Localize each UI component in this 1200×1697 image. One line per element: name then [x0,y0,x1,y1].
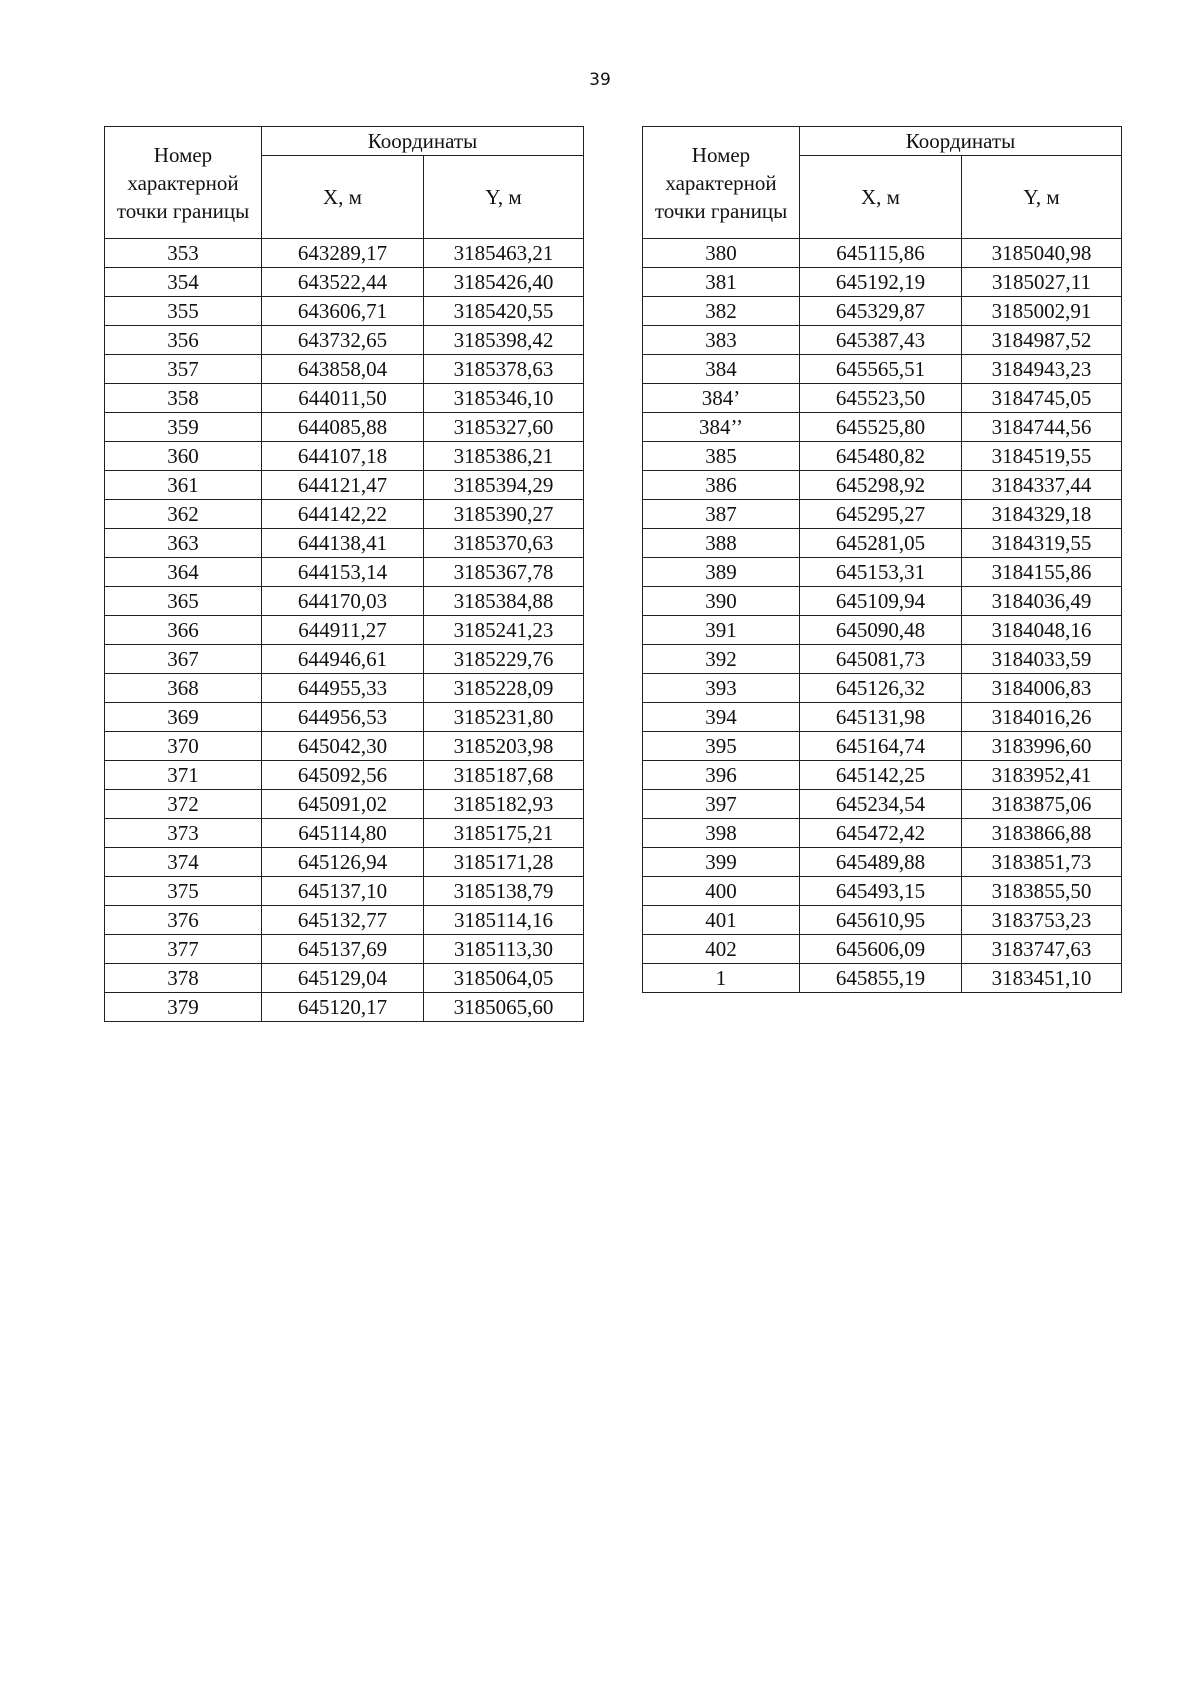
page-number: 39 [589,70,611,90]
cell-point-number: 359 [105,413,262,442]
table-row [105,239,584,268]
table-row [105,587,584,616]
cell-y: 3185138,79 [424,877,584,906]
cell-x: 645525,80 [800,413,962,442]
cell-y: 3183747,63 [962,935,1122,964]
table-row [105,848,584,877]
table-row [643,297,1122,326]
cell-x: 645137,10 [262,877,424,906]
cell-x: 644170,03 [262,587,424,616]
cell-y: 3185420,55 [424,297,584,326]
cell-point-number: 379 [105,993,262,1022]
cell-x: 643732,65 [262,326,424,355]
cell-point-number: 380 [643,239,800,268]
cell-x: 645164,74 [800,732,962,761]
cell-point-number: 392 [643,645,800,674]
cell-y: 3185394,29 [424,471,584,500]
cell-y: 3185390,27 [424,500,584,529]
table-row [105,906,584,935]
cell-point-number: 355 [105,297,262,326]
cell-point-number: 353 [105,239,262,268]
cell-point-number: 384’’ [643,413,800,442]
cell-x: 645493,15 [800,877,962,906]
cell-x: 645142,25 [800,761,962,790]
cell-point-number: 373 [105,819,262,848]
table-row [105,877,584,906]
cell-y: 3185228,09 [424,674,584,703]
cell-x: 645090,48 [800,616,962,645]
table-row [643,848,1122,877]
table-row [105,297,584,326]
cell-point-number: 366 [105,616,262,645]
cell-point-number: 383 [643,326,800,355]
table-row [643,529,1122,558]
table-row [105,471,584,500]
table-row [643,761,1122,790]
cell-y: 3184006,83 [962,674,1122,703]
header-point-number: Номер характерной точки границы [643,127,800,239]
cell-x: 645109,94 [800,587,962,616]
cell-y: 3183851,73 [962,848,1122,877]
cell-y: 3184519,55 [962,442,1122,471]
cell-y: 3184016,26 [962,703,1122,732]
cell-point-number: 400 [643,877,800,906]
cell-y: 3183996,60 [962,732,1122,761]
table-row [105,326,584,355]
cell-y: 3185065,60 [424,993,584,1022]
cell-y: 3185463,21 [424,239,584,268]
table-row [105,703,584,732]
cell-point-number: 360 [105,442,262,471]
cell-y: 3185384,88 [424,587,584,616]
cell-y: 3185113,30 [424,935,584,964]
cell-y: 3184319,55 [962,529,1122,558]
table-row [105,355,584,384]
cell-x: 645042,30 [262,732,424,761]
cell-x: 644011,50 [262,384,424,413]
table-row [643,645,1122,674]
table-row [643,500,1122,529]
table-row [643,268,1122,297]
cell-x: 645329,87 [800,297,962,326]
cell-point-number: 399 [643,848,800,877]
table-row [105,645,584,674]
cell-y: 3185231,80 [424,703,584,732]
cell-y: 3183855,50 [962,877,1122,906]
cell-x: 645115,86 [800,239,962,268]
cell-point-number: 369 [105,703,262,732]
cell-point-number: 370 [105,732,262,761]
table-row [105,964,584,993]
cell-point-number: 390 [643,587,800,616]
header-coordinates: Координаты [800,127,1122,156]
cell-point-number: 384 [643,355,800,384]
cell-point-number: 384’ [643,384,800,413]
cell-y: 3185327,60 [424,413,584,442]
cell-point-number: 386 [643,471,800,500]
cell-x: 645472,42 [800,819,962,848]
cell-x: 643289,17 [262,239,424,268]
cell-x: 645855,19 [800,964,962,993]
cell-point-number: 356 [105,326,262,355]
cell-point-number: 391 [643,616,800,645]
cell-y: 3184744,56 [962,413,1122,442]
cell-point-number: 374 [105,848,262,877]
cell-x: 645234,54 [800,790,962,819]
header-x: X, м [262,156,424,239]
cell-x: 644107,18 [262,442,424,471]
table-row [643,616,1122,645]
cell-y: 3184943,23 [962,355,1122,384]
cell-point-number: 357 [105,355,262,384]
table-row [105,993,584,1022]
coordinates-table-right [642,126,1122,993]
cell-x: 643606,71 [262,297,424,326]
cell-y: 3185002,91 [962,297,1122,326]
cell-point-number: 1 [643,964,800,993]
table-row [643,732,1122,761]
cell-point-number: 371 [105,761,262,790]
cell-y: 3185187,68 [424,761,584,790]
cell-point-number: 363 [105,529,262,558]
cell-x: 645126,32 [800,674,962,703]
cell-point-number: 401 [643,906,800,935]
table-row [105,616,584,645]
cell-point-number: 354 [105,268,262,297]
table-row [643,471,1122,500]
table-row [643,703,1122,732]
cell-point-number: 361 [105,471,262,500]
table-row [105,268,584,297]
table-row [105,500,584,529]
cell-x: 643858,04 [262,355,424,384]
table-row [643,935,1122,964]
cell-x: 645153,31 [800,558,962,587]
cell-point-number: 389 [643,558,800,587]
cell-point-number: 378 [105,964,262,993]
cell-x: 645192,19 [800,268,962,297]
cell-point-number: 394 [643,703,800,732]
table-row [643,355,1122,384]
cell-y: 3185229,76 [424,645,584,674]
cell-point-number: 375 [105,877,262,906]
table-row [105,442,584,471]
cell-x: 645523,50 [800,384,962,413]
cell-y: 3183866,88 [962,819,1122,848]
cell-x: 644946,61 [262,645,424,674]
cell-x: 645129,04 [262,964,424,993]
cell-x: 645131,98 [800,703,962,732]
cell-point-number: 387 [643,500,800,529]
cell-point-number: 388 [643,529,800,558]
cell-x: 645120,17 [262,993,424,1022]
cell-y: 3185346,10 [424,384,584,413]
cell-y: 3185367,78 [424,558,584,587]
cell-x: 645081,73 [800,645,962,674]
cell-y: 3184048,16 [962,616,1122,645]
cell-x: 645489,88 [800,848,962,877]
cell-point-number: 382 [643,297,800,326]
cell-y: 3183753,23 [962,906,1122,935]
cell-x: 645114,80 [262,819,424,848]
cell-point-number: 377 [105,935,262,964]
cell-x: 644955,33 [262,674,424,703]
cell-point-number: 368 [105,674,262,703]
cell-x: 644911,27 [262,616,424,645]
cell-y: 3185426,40 [424,268,584,297]
cell-x: 645606,09 [800,935,962,964]
cell-x: 644138,41 [262,529,424,558]
cell-x: 645480,82 [800,442,962,471]
cell-y: 3185203,98 [424,732,584,761]
cell-point-number: 364 [105,558,262,587]
cell-x: 644142,22 [262,500,424,529]
cell-y: 3184036,49 [962,587,1122,616]
header-coordinates: Координаты [262,127,584,156]
cell-point-number: 393 [643,674,800,703]
cell-y: 3184033,59 [962,645,1122,674]
cell-point-number: 362 [105,500,262,529]
table-row [643,906,1122,935]
table-row [105,529,584,558]
cell-x: 645295,27 [800,500,962,529]
table-row [105,935,584,964]
cell-y: 3185182,93 [424,790,584,819]
table-row [643,819,1122,848]
header-y: Y, м [962,156,1122,239]
cell-x: 643522,44 [262,268,424,297]
cell-y: 3183952,41 [962,761,1122,790]
cell-y: 3185027,11 [962,268,1122,297]
cell-point-number: 398 [643,819,800,848]
cell-point-number: 395 [643,732,800,761]
cell-point-number: 381 [643,268,800,297]
cell-y: 3183451,10 [962,964,1122,993]
coordinates-table-left [104,126,584,1022]
table-row [105,732,584,761]
cell-x: 645610,95 [800,906,962,935]
table-row [643,877,1122,906]
cell-x: 644121,47 [262,471,424,500]
cell-y: 3185040,98 [962,239,1122,268]
table-row [643,239,1122,268]
cell-point-number: 376 [105,906,262,935]
cell-y: 3185171,28 [424,848,584,877]
cell-point-number: 365 [105,587,262,616]
cell-y: 3184329,18 [962,500,1122,529]
table-row [105,413,584,442]
cell-y: 3184337,44 [962,471,1122,500]
cell-y: 3185241,23 [424,616,584,645]
header-x: X, м [800,156,962,239]
cell-point-number: 358 [105,384,262,413]
cell-x: 644956,53 [262,703,424,732]
cell-x: 645126,94 [262,848,424,877]
table-row [643,558,1122,587]
table-row [643,964,1122,993]
table-row [643,384,1122,413]
cell-point-number: 385 [643,442,800,471]
cell-y: 3185114,16 [424,906,584,935]
table-row [643,326,1122,355]
cell-x: 645281,05 [800,529,962,558]
table-row [643,442,1122,471]
cell-x: 645091,02 [262,790,424,819]
cell-point-number: 402 [643,935,800,964]
cell-y: 3185378,63 [424,355,584,384]
cell-y: 3185175,21 [424,819,584,848]
cell-point-number: 396 [643,761,800,790]
cell-y: 3185064,05 [424,964,584,993]
cell-y: 3183875,06 [962,790,1122,819]
cell-x: 645092,56 [262,761,424,790]
cell-x: 645387,43 [800,326,962,355]
table-row [643,790,1122,819]
cell-point-number: 367 [105,645,262,674]
table-row [105,761,584,790]
cell-point-number: 372 [105,790,262,819]
table-row [643,413,1122,442]
cell-y: 3185386,21 [424,442,584,471]
table-row [105,674,584,703]
cell-y: 3184155,86 [962,558,1122,587]
cell-x: 645298,92 [800,471,962,500]
cell-point-number: 397 [643,790,800,819]
cell-y: 3184745,05 [962,384,1122,413]
table-row [105,384,584,413]
cell-x: 644085,88 [262,413,424,442]
cell-x: 644153,14 [262,558,424,587]
cell-x: 645132,77 [262,906,424,935]
table-row [105,558,584,587]
cell-y: 3185398,42 [424,326,584,355]
cell-x: 645137,69 [262,935,424,964]
table-row [105,819,584,848]
cell-y: 3184987,52 [962,326,1122,355]
header-y: Y, м [424,156,584,239]
cell-x: 645565,51 [800,355,962,384]
table-row [643,674,1122,703]
cell-y: 3185370,63 [424,529,584,558]
table-row [643,587,1122,616]
header-point-number: Номер характерной точки границы [105,127,262,239]
table-row [105,790,584,819]
